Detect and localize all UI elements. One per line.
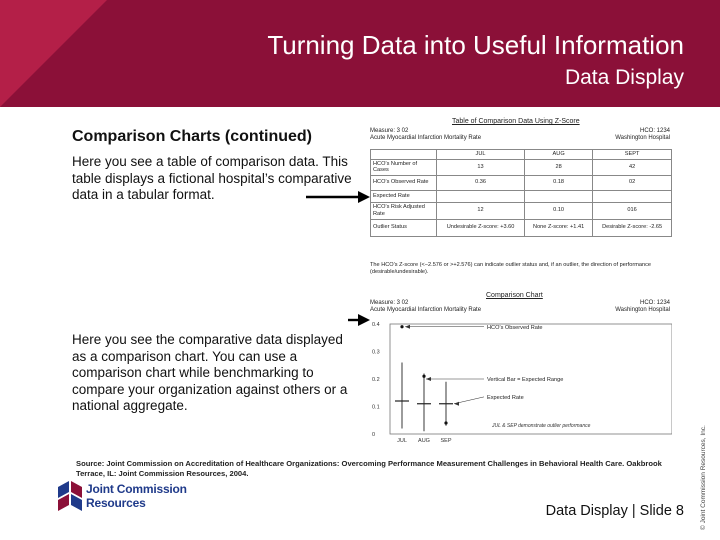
table-cell: 12: [437, 202, 525, 219]
x-tick-label: SEP: [440, 438, 452, 444]
y-tick-label: 0: [372, 432, 376, 438]
comparison-table-figure: [370, 118, 672, 290]
table-description: Here you see a table of comparison data. This table displays a fictional hospital’s comparative data in a tabular format.: [72, 154, 352, 202]
table-row: [371, 219, 672, 236]
logo-line-1: Joint Commission: [86, 482, 187, 496]
table-hco-id: HCO: 1234: [639, 128, 670, 134]
table-row-label: HCO’s Number of Cases: [371, 159, 437, 175]
slide-number: Data Display | Slide 8: [545, 503, 684, 519]
chart-measure-name: Acute Myocardial Infarction Mortality Rate: [370, 307, 482, 313]
table-hco-name: Washington Hospital: [615, 135, 670, 141]
table-figure-title: Table of Comparison Data Using Z-Score: [452, 118, 580, 125]
annotation-label: Expected Rate: [487, 394, 524, 401]
table-corner-cell: [371, 150, 437, 160]
table-header-row: [371, 150, 672, 160]
section-heading: Comparison Charts (continued): [72, 128, 313, 145]
title-band: [0, 0, 720, 107]
table-row-label: Outlier Status: [371, 219, 437, 236]
observed-rate-point: [400, 325, 403, 328]
annotation-label: Vertical Bar = Expected Range: [487, 377, 564, 383]
logo-mark-icon: [58, 481, 84, 511]
table-cell: 02: [593, 175, 672, 190]
comparison-data-table: [370, 149, 672, 237]
y-tick-label: 0.3: [372, 349, 380, 356]
arrow-to-chart-icon: [348, 313, 370, 327]
table-cell: [525, 190, 593, 202]
chart-measure-id: Measure: 3 02: [370, 300, 409, 306]
chart-hco-name: Washington Hospital: [615, 307, 670, 313]
table-measure-id: Measure: 3 02: [370, 128, 409, 134]
table-cell: 28: [525, 159, 593, 175]
annotation-arrowhead: [405, 325, 410, 329]
table-column-header: SEPT: [593, 150, 672, 160]
table-footnote: The HCO’s Z-score (<−2.576 or >+2.576) can indicate outlier status and, if an outlier, the direction of performance (desirable/undesirable).: [370, 262, 651, 275]
table-column-header: AUG: [525, 150, 593, 160]
x-tick-label: JUL: [397, 438, 407, 444]
table-row-label: Expected Rate: [371, 190, 437, 202]
annotation-arrowhead: [454, 402, 459, 406]
table-cell: 0.36: [437, 175, 525, 190]
arrow-to-table-icon: [306, 190, 370, 204]
observed-rate-point: [422, 375, 425, 378]
table-cell: 42: [593, 159, 672, 175]
table-row-label: HCO’s Risk Adjusted Rate: [371, 202, 437, 219]
title-band-accent: [0, 0, 107, 107]
slide-title: Turning Data into Useful Information: [267, 30, 684, 60]
logo-line-2: Resources: [86, 496, 146, 510]
slide-subtitle: Data Display: [564, 66, 684, 89]
annotation-arrowhead: [426, 377, 431, 381]
joint-commission-logo: [58, 481, 198, 521]
y-tick-label: 0.2: [372, 377, 380, 383]
table-row: [371, 175, 672, 190]
table-row: [371, 159, 672, 175]
chart-figure-title: Comparison Chart: [486, 292, 543, 299]
y-tick-label: 0.4: [372, 322, 380, 328]
annotation-label: HCO’s Observed Rate: [487, 324, 543, 331]
chart-note: JUL & SEP demonstrate outlier performance: [492, 423, 591, 429]
table-cell: 0.18: [525, 175, 593, 190]
table-cell: 13: [437, 159, 525, 175]
table-measure: [370, 128, 481, 142]
chart-description: Here you see the comparative data displayed as a comparison chart. You can use a comparison chart while benchmarking to compare your organization against others or a national aggregate.: [72, 332, 348, 413]
logo-text: [86, 482, 187, 510]
chart-hco-id: HCO: 1234: [639, 300, 670, 306]
y-tick-label: 0.1: [372, 404, 380, 411]
table-column-header: JUL: [437, 150, 525, 160]
table-cell: 0.10: [525, 202, 593, 219]
table-cell: Desirable Z-score: -2.65: [593, 219, 672, 236]
table-cell: None Z-score: +1.41: [525, 219, 593, 236]
table-cell: [437, 190, 525, 202]
table-cell: Undesirable Z-score: +3.60: [437, 219, 525, 236]
observed-rate-point: [444, 421, 447, 424]
table-row: [371, 190, 672, 202]
table-row: [371, 202, 672, 219]
table-cell: [593, 190, 672, 202]
table-row-label: HCO’s Observed Rate: [371, 175, 437, 190]
source-citation: Source: Joint Commission on Accreditation of Healthcare Organizations: Overcoming Performance Measurement Challenges in Behavioral Health Care. Oakbrook Terrace, IL: Joint Commission Resources, 2004.: [76, 459, 662, 478]
table-cell: 016: [593, 202, 672, 219]
comparison-chart: [370, 316, 672, 444]
chart-measure: [370, 300, 481, 314]
table-measure-name: Acute Myocardial Infarction Mortality Rate: [370, 135, 482, 141]
comparison-chart-figure: [370, 292, 672, 444]
chart-hco: [615, 300, 670, 314]
copyright-notice: © Joint Commission Resources, Inc.: [700, 425, 707, 530]
table-hco: [615, 128, 670, 142]
x-tick-label: AUG: [418, 438, 430, 444]
